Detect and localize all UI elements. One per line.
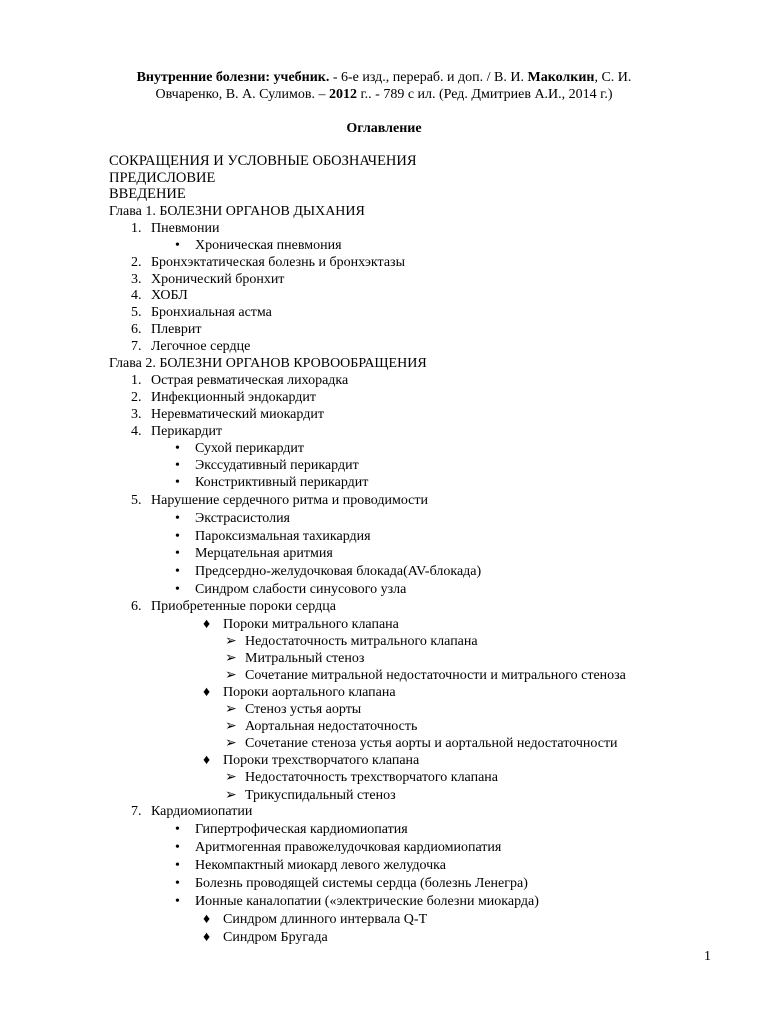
list-item: 1. Острая ревматическая лихорадка: [131, 373, 349, 388]
bullet-icon: •: [175, 822, 180, 837]
list-item: ➢ Сочетание митральной недостаточности и митрального стеноза: [225, 668, 626, 683]
list-item: ➢ Трикуспидальный стеноз: [225, 788, 396, 803]
book-citation-line-2: Овчаренко, В. А. Сулимов. – 2012 г.. - 789 с ил. (Ред. Дмитриев А.И., 2014 г.): [155, 87, 613, 102]
bullet-icon: •: [175, 858, 180, 873]
toc-entry-preface: ПРЕДИСЛОВИЕ: [109, 170, 216, 186]
toc-entry-abbreviations: СОКРАЩЕНИЯ И УСЛОВНЫЕ ОБОЗНАЧЕНИЯ: [109, 153, 417, 169]
bullet-icon: •: [175, 840, 180, 855]
list-item: • Констриктивный перикардит: [175, 475, 369, 490]
list-item: 7. Легочное сердце: [131, 339, 251, 354]
bullet-icon: •: [175, 441, 180, 456]
chapter-2-title: Глава 2. БОЛЕЗНИ ОРГАНОВ КРОВООБРАЩЕНИЯ: [109, 356, 427, 371]
list-item: 2. Инфекционный эндокардит: [131, 390, 317, 405]
diamond-icon: ♦: [203, 617, 211, 632]
list-item: • Болезнь проводящей системы сердца (болезнь Ленегра): [175, 876, 528, 891]
bullet-icon: •: [175, 582, 180, 597]
list-item: • Мерцательная аритмия: [175, 546, 333, 561]
list-item: ➢ Недостаточность трехстворчатого клапана: [225, 770, 498, 785]
arrowhead-icon: ➢: [225, 770, 237, 785]
list-item: 5. Бронхиальная астма: [131, 305, 272, 320]
bullet-icon: •: [175, 238, 180, 253]
publication-year: 2012: [329, 87, 357, 102]
chapter-1-title: Глава 1. БОЛЕЗНИ ОРГАНОВ ДЫХАНИЯ: [109, 204, 365, 219]
list-item: • Сухой перикардит: [175, 441, 304, 456]
list-item: • Синдром слабости синусового узла: [175, 582, 407, 597]
arrowhead-icon: ➢: [225, 634, 237, 649]
bullet-icon: •: [175, 458, 180, 473]
bullet-icon: •: [175, 529, 180, 544]
list-item: 4. Перикардит: [131, 424, 223, 439]
list-item: • Хроническая пневмония: [175, 238, 342, 253]
list-item: • Аритмогенная правожелудочковая кардиомиопатия: [175, 840, 502, 855]
book-author: Маколкин: [527, 70, 595, 85]
diamond-icon: ♦: [203, 930, 211, 945]
bullet-icon: •: [175, 546, 180, 561]
bullet-icon: •: [175, 894, 180, 909]
list-item: 4. ХОБЛ: [131, 288, 188, 303]
list-item: ♦ Синдром длинного интервала Q-T: [203, 912, 428, 927]
page-number: 1: [704, 949, 711, 964]
bullet-icon: •: [175, 876, 180, 891]
arrowhead-icon: ➢: [225, 719, 237, 734]
list-item: 6. Плеврит: [131, 322, 202, 337]
list-item: ♦ Пороки трехстворчатого клапана: [203, 753, 420, 768]
arrowhead-icon: ➢: [225, 651, 237, 666]
list-item: • Экссудативный перикардит: [175, 458, 359, 473]
list-item: ➢ Сочетание стеноза устья аорты и аортальной недостаточности: [225, 736, 618, 751]
list-item: 5. Нарушение сердечного ритма и проводимости: [131, 493, 428, 508]
arrowhead-icon: ➢: [225, 736, 237, 751]
list-item: • Предсердно-желудочковая блокада(AV-блокада): [175, 564, 482, 579]
list-item: ➢ Митральный стеноз: [225, 651, 365, 666]
book-citation-line-1: Внутренние болезни: учебник. - 6-е изд., перераб. и доп. / В. И. Маколкин, С. И.: [136, 70, 632, 85]
list-item: 2. Бронхэктатическая болезнь и бронхэктазы: [131, 255, 405, 270]
diamond-icon: ♦: [203, 685, 211, 700]
diamond-icon: ♦: [203, 912, 211, 927]
list-item: • Ионные каналопатии («электрические болезни миокарда): [175, 894, 539, 909]
list-item: • Экстрасистолия: [175, 511, 290, 526]
list-item: 6. Приобретенные пороки сердца: [131, 599, 336, 614]
arrowhead-icon: ➢: [225, 668, 237, 683]
list-item: 1. Пневмонии: [131, 221, 220, 236]
list-item: ♦ Пороки митрального клапана: [203, 617, 399, 632]
arrowhead-icon: ➢: [225, 788, 237, 803]
list-item: ♦ Пороки аортального клапана: [203, 685, 396, 700]
list-item: 7. Кардиомиопатии: [131, 804, 253, 819]
toc-entry-introduction: ВВЕДЕНИЕ: [109, 186, 186, 202]
list-item: 3. Неревматический миокардит: [131, 407, 324, 422]
book-title: Внутренние болезни: учебник.: [136, 70, 330, 85]
list-item: • Гипертрофическая кардиомиопатия: [175, 822, 408, 837]
list-item: ➢ Стеноз устья аорты: [225, 702, 362, 717]
bullet-icon: •: [175, 475, 180, 490]
list-item: • Некомпактный миокард левого желудочка: [175, 858, 446, 873]
diamond-icon: ♦: [203, 753, 211, 768]
list-item: ➢ Аортальная недостаточность: [225, 719, 418, 734]
list-item: 3. Хронический бронхит: [131, 272, 285, 287]
bullet-icon: •: [175, 511, 180, 526]
bullet-icon: •: [175, 564, 180, 579]
list-item: ♦ Синдром Бругада: [203, 930, 328, 945]
list-item: • Пароксизмальная тахикардия: [175, 529, 371, 544]
toc-heading: Оглавление: [346, 121, 422, 136]
list-item: ➢ Недостаточность митрального клапана: [225, 634, 478, 649]
arrowhead-icon: ➢: [225, 702, 237, 717]
